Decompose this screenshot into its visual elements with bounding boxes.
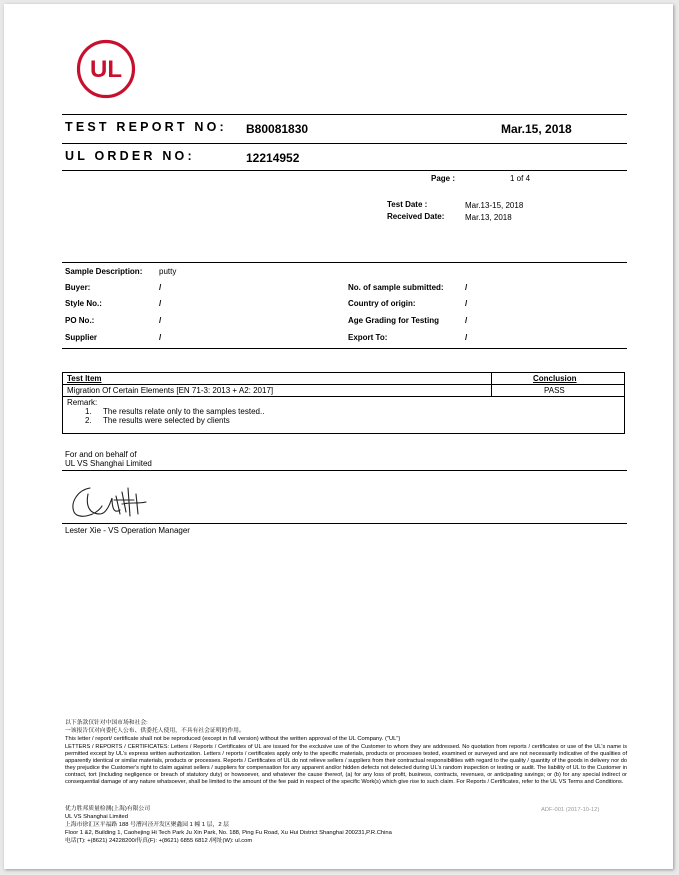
report-page [4,4,673,869]
num-submitted-label: No. of sample submitted: [348,283,444,292]
disclaimer-cn-2: 一该报告仅对向委托人公布、供委托人使用，不具有社会证明的作用。 [65,728,245,734]
header-bottom-rule [62,170,627,171]
sample-top-rule [62,262,627,263]
disclaimer-paragraph: LETTERS / REPORTS / CERTIFICATES: Letters / Reports / Certificates of UL are issued for the exclusive use of the Customer to whom they are addressed. No quotation from reports / certificates or use of the UL's name is permitted except by UL's express written authorization. Letters / reports / certificates apply only to the specific materials, products or processes tested, examined or surveyed and are not necessarily indicative of the qualities of apparently identical or similar materials, products or processes. Reports / Certificates of UL do not relieve sellers / suppliers from their contractual responsibilities with regard to the quality / quantity of the goods in delivery nor do they prejudice the Customer's right to claim against sellers / suppliers for compensation for any apparent and/or hidden defects not detected during UL's random inspection or testing or audit. The liability of UL to the Customer in contract, tort (including negligence or breach of statutory duty) or howsoever, and whatever the cause thereof, (a) for any loss of profit, business, contracts, revenues, or anticipating savings; or (b) for any special indirect or consequential damage of any nature whatsoever, shall be limited to the amount of the fee paid in respect of the specific Work(s) which give rise to such claim. For Reports / Certificates, refer to the UL VS Terms and Conditions. [65,744,627,785]
export-label: Export To: [348,333,388,342]
signoff-top-rule [62,470,627,471]
report-no-value: B80081830 [246,122,309,136]
ul-logo [76,39,136,99]
page-label: Page : [431,174,456,183]
footer-address: Floor 1 &2, Building 1, Caohejing Hi Tech Park Ju Xin Park, No. 188, Ping Fu Road, Xu Hui District Shanghai 200231,P.R.China [65,830,392,836]
test-item-value: Migration Of Certain Elements [EN 71-3: 2013 + A2: 2017] [67,386,274,395]
po-no-label: PO No.: [65,316,95,325]
remark-2-num: 2. [85,416,92,425]
order-no-value: 12214952 [246,151,300,165]
buyer-value: / [159,283,162,292]
signer-name: Lester Xie - VS Operation Manager [65,526,190,535]
page-value: 1 of 4 [510,174,531,183]
received-date-label: Received Date: [387,212,445,221]
age-grading-value: / [465,316,468,325]
disclaimer-cn-1: 以下条款仅针对中国市场和社会: [65,720,148,726]
remark-label: Remark: [67,398,98,407]
sample-description-label: Sample Description: [65,267,143,276]
po-no-value: / [159,316,162,325]
form-code: ADF-001 (2017-10-12) [541,807,600,813]
test-date-value: Mar.13-15, 2018 [465,201,524,210]
style-no-value: / [159,299,162,308]
conclusion-value: PASS [544,386,565,395]
footer-cn-address: 上海市徐汇区平福路 188 号漕河泾开发区聚鑫园 1 幢 1 层，2 层 [65,822,229,828]
table-column-divider [491,373,492,397]
footer-contact: 电话(T): +(8621) 24228200/传真(F): +(8621) 6855 6812 /网址(W): ul.com [65,838,253,844]
on-behalf-line: For and on behalf of [65,450,137,459]
country-label: Country of origin: [348,299,416,308]
header-mid-rule [62,143,627,144]
results-table [62,372,625,434]
footer-company: UL VS Shanghai Limited [65,814,128,820]
order-no-label: UL ORDER NO: [65,149,195,163]
col-conclusion: Conclusion [533,374,577,383]
header-top-rule [62,114,627,115]
footer-cn-company: 优力胜邦质量检测(上海)有限公司 [65,806,151,812]
report-date: Mar.15, 2018 [501,122,572,136]
country-value: / [465,299,468,308]
company-line: UL VS Shanghai Limited [65,459,152,468]
sample-description-value: putty [159,267,177,276]
logo-text: UL [90,56,122,83]
style-no-label: Style No.: [65,299,102,308]
sample-bottom-rule [62,348,627,349]
supplier-value: / [159,333,162,342]
report-no-label: TEST REPORT NO: [65,120,227,134]
received-date-value: Mar.13, 2018 [465,213,512,222]
export-value: / [465,333,468,342]
signoff-bottom-rule [62,523,627,524]
disclaimer-reproduction: This letter / report/ certificate shall not be reproduced (except in full version) without the written approval of the UL Company. ("UL") [65,736,401,742]
remark-2-text: The results were selected by clients [103,416,230,425]
num-submitted-value: / [465,283,468,292]
supplier-label: Supplier [65,333,98,342]
remark-1-num: 1. [85,407,92,416]
buyer-label: Buyer: [65,283,91,292]
remark-1-text: The results relate only to the samples tested.. [103,407,265,416]
col-test-item: Test Item [67,374,102,383]
age-grading-label: Age Grading for Testing [348,316,439,325]
test-date-label: Test Date : [387,200,428,209]
signature [66,474,156,522]
